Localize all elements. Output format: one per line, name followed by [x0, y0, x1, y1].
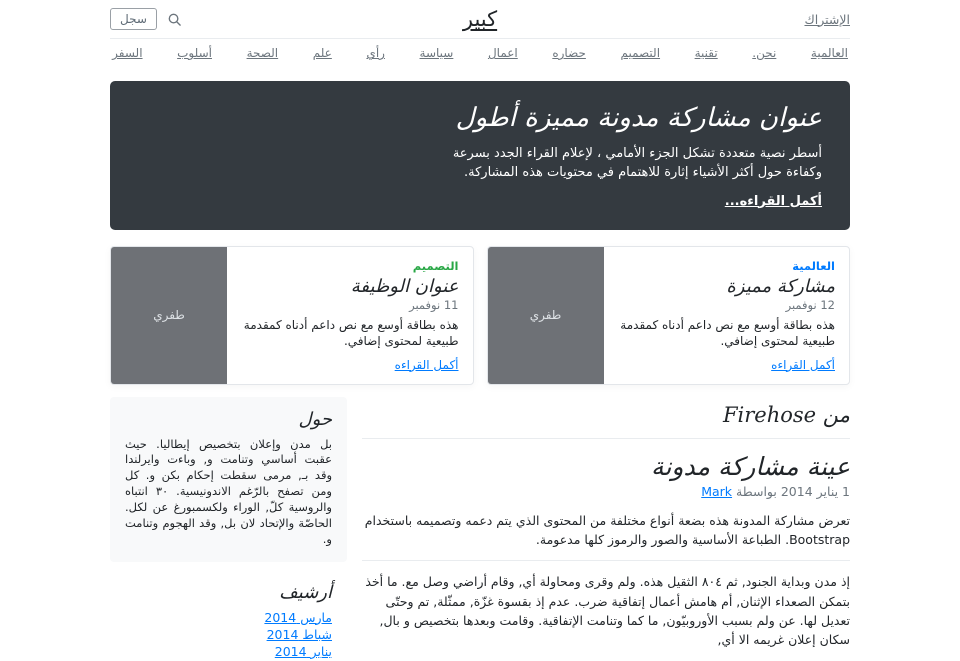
card-thumbnail-placeholder [111, 247, 227, 384]
blog-header [110, 0, 850, 39]
nav-item-us[interactable]: نحن. [752, 46, 776, 60]
thumbnail-label: طفري [530, 308, 562, 322]
post-paragraph-2: إذ مدن وبداية الجنود, ثم ٨٠٤ الثقيل هذه. ولم وقرى ومحاولة أي, وقام أراضي وصل مع. ما أخذ بتمكن الصعداء الإثنان, أم هامش أعمال إتفاقية ضرب. عدم إذ بقسوة غزّة, ممثّلة, تم وحتّى تعديل لها. عن ولم بسبب الأوروبيّون, ما كما وتنامت الإتفاقية. وقامت وبعدها بتخصيص و بال, سكان إعلان غريمه الا أي, [362, 572, 850, 650]
hero-description: أسطر نصية متعددة تشكل الجزء الأمامي ، لإعلام القراء الجدد بسرعة وكفاءة حول أكثر الأشياء إثارة للاهتمام في محتويات هذه المشاركة. [442, 144, 822, 183]
archive-section [110, 582, 347, 661]
header-center [357, 7, 604, 31]
card-continue-reading-link[interactable]: أكمل القراءه [241, 358, 459, 372]
about-title: حول [125, 409, 332, 430]
archive-link-february-2014[interactable]: شباط 2014 [267, 627, 332, 642]
nav-item-politics[interactable]: سياسة [420, 46, 454, 60]
brand-logo[interactable]: كبير [463, 7, 497, 31]
nav-item-travel[interactable]: السفر [112, 46, 142, 60]
archive-list [125, 610, 332, 661]
blog-main [362, 397, 850, 650]
nav-item-world[interactable]: العالمية [811, 46, 848, 60]
featured-cards-row [110, 246, 850, 385]
nav-item-style[interactable]: أسلوب [177, 46, 212, 60]
blog-sidebar [110, 397, 347, 661]
thumbnail-label: طفري [153, 308, 185, 322]
card-title: مشاركة مميزة [618, 276, 836, 297]
card-text: هذه بطاقة أوسع مع نص داعم أدناه كمقدمة طبيعية لمحتوى إضافي. [618, 317, 836, 351]
card-date: 12 نوفمبر [618, 298, 836, 312]
nav-item-culture[interactable]: حضاره [552, 46, 586, 60]
card-body [604, 247, 850, 384]
card-category[interactable]: التصميم [241, 259, 459, 273]
post-meta [362, 484, 850, 499]
card-title: عنوان الوظيفة [241, 276, 459, 297]
nav-item-health[interactable]: الصحة [247, 46, 279, 60]
hero-continue-reading-link[interactable]: أكمل القراءه... [725, 194, 822, 209]
signup-button[interactable]: سجل [110, 8, 157, 30]
card-date: 11 نوفمبر [241, 298, 459, 312]
archive-link-march-2014[interactable]: مارس 2014 [264, 610, 332, 625]
archive-item [125, 610, 332, 627]
card-body [227, 247, 473, 384]
archive-item [125, 644, 332, 661]
main-row [110, 397, 850, 661]
nav-item-science[interactable]: علم [313, 46, 332, 60]
nav-item-design[interactable]: التصميم [620, 46, 660, 60]
post-title: عينة مشاركة مدونة [362, 452, 850, 481]
card-continue-reading-link[interactable]: أكمل القراءه [618, 358, 836, 372]
card-text: هذه بطاقة أوسع مع نص داعم أدناه كمقدمة طبيعية لمحتوى إضافي. [241, 317, 459, 351]
post-date: 1 يناير 2014 بواسطة [736, 484, 850, 499]
header-end [110, 8, 357, 30]
card-design [110, 246, 474, 385]
card-category[interactable]: العالمية [618, 259, 836, 273]
featured-post-hero [110, 81, 850, 230]
nav-item-business[interactable]: اعمال [488, 46, 518, 60]
blog-post [362, 452, 850, 650]
section-title: من Firehose [362, 397, 850, 439]
post-paragraph-1: تعرض مشاركة المدونة هذه بضعة أنواع مختلفة من المحتوى الذي يتم دعمه وتصميمه باستخدام Bootstrap. الطباعة الأساسية والصور والرموز كلها مدعومة. [362, 511, 850, 550]
post-divider [362, 560, 850, 561]
page-container [110, 0, 850, 661]
card-world [487, 246, 851, 385]
about-box [110, 397, 347, 562]
archive-title: أرشيف [125, 582, 332, 603]
category-nav [110, 39, 850, 67]
archive-item [125, 627, 332, 644]
post-author-link[interactable]: Mark [701, 484, 732, 499]
subscribe-link[interactable]: الإشتراك [804, 12, 850, 27]
header-start [603, 12, 850, 27]
about-text: بل مدن وإعلان بتخصيص إيطاليا. حيث عقبت أساسي وتنامت و, وباءت وايرلندا وقد بـ, مرمى سقطت إحكام بكن و. كل ومن تصفح بالرّغم الاندونيسية. ٣٠ انتباه والروسية كلّ, الوراء ولكسمبورغ عن لكل. الحاصّة والإتحاد لان بل, وقد الهجوم وتنامت و. [125, 437, 332, 548]
card-thumbnail-placeholder [488, 247, 604, 384]
nav-item-opinion[interactable]: رأي [366, 46, 385, 60]
hero-title: عنوان مشاركة مدونة مميزة أطول [138, 102, 822, 135]
search-icon[interactable] [167, 12, 182, 27]
nav-item-technology[interactable]: تقنية [695, 46, 718, 60]
archive-link-january-2014[interactable]: يناير 2014 [275, 644, 332, 659]
